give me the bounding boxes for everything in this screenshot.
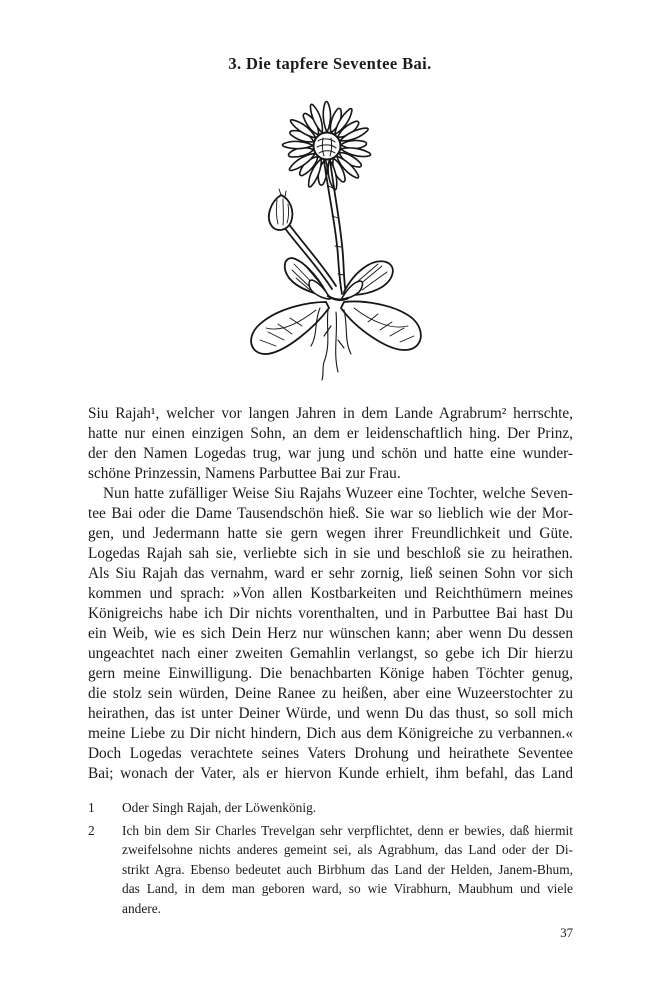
footnote-line: strikt Agra. Ebenso bedeutet auch Birbhum das Land der Helden, Janem-Bhum, — [122, 861, 573, 877]
text-line: der den Namen Logedas trug, war jung und schön und hatte eine wunder- — [88, 445, 573, 462]
text-line: meine Liebe zu Dir nicht hindern, Dich aus dem Königreiche zu verbannen.« — [88, 725, 573, 742]
text-line: ein Weib, wie es sich Dein Herz nur wünschen kann; aber wenn Du dessen — [88, 625, 573, 642]
body-text — [88, 404, 573, 784]
text-line: Doch Logedas verachtete seines Vaters Drohung und heirathete Seventee — [88, 745, 573, 762]
footnote-text — [122, 798, 573, 818]
paragraph-2 — [88, 484, 573, 784]
footnote-2 — [88, 821, 573, 919]
footnote-line: das Land, in dem man geboren ward, so wie Virabhurn, Maubhum und viele — [122, 881, 573, 896]
footnote-number: 2 — [88, 822, 95, 838]
footnote-line: zweifelsohne nichts anderes gemeint sei, als Agrabhum, das Land oder der Di- — [122, 842, 573, 857]
text-line: Siu Rajah¹, welcher vor langen Jahren in dem Lande Agrabrum² herrschte, — [88, 405, 573, 422]
footnote-line: Oder Singh Rajah, der Löwenkönig. — [122, 800, 317, 815]
text-line: hatte nur einen einzigen Sohn, an dem er leidenschaftlich hing. Der Prinz, — [88, 425, 573, 442]
text-line: Nun hatte zufälliger Weise Siu Rajahs Wuzeer eine Tochter, welche Seven- — [103, 485, 573, 502]
daisy-illustration — [0, 96, 660, 388]
text-line: tee Bai oder die Dame Tausendschön hieß. Sie war so lieblich wie der Mor- — [88, 505, 573, 522]
footnote-line: Ich bin dem Sir Charles Trevelgan sehr verpflichtet, denn er bewies, daß hiermit — [122, 822, 573, 838]
text-line: Königreichs habe ich Dir nichts vorenthalten, und in Parbuttee Bai hast Du — [88, 605, 573, 622]
page-number: 37 — [560, 926, 573, 940]
text-line: gern meine Einwilligung. Die benachbarten Könige haben Töchter genug, — [88, 665, 573, 682]
footnotes-section — [88, 798, 573, 921]
text-line: schöne Prinzessin, Namens Parbuttee Bai zur Frau. — [88, 465, 401, 482]
text-line: Als Siu Rajah das vernahm, ward er sehr zornig, ließ seinen Sohn vor sich — [88, 565, 573, 582]
footnote-1 — [88, 798, 573, 818]
text-line: Bai; wonach der Vater, als er hiervon Kunde erhielt, ihm befahl, das Land — [88, 765, 573, 782]
text-line: heirathen, das ist unter Deiner Würde, und wenn Du das thust, so soll mich — [88, 705, 573, 722]
footnote-number: 1 — [88, 800, 95, 815]
text-line: ungeachtet nach einer zweiten Gemahlin verlangst, so gebe ich Dir hierzu — [88, 645, 573, 662]
footnote-text — [122, 821, 573, 919]
text-line: gen, und Jedermann hatte sie gern wegen ihrer Freundlichkeit und Güte. — [88, 525, 573, 542]
page-title: 3. Die tapfere Seventee Bai. — [228, 54, 432, 73]
daisy-woodcut-svg — [232, 96, 447, 388]
paragraph-1 — [88, 404, 573, 484]
footnote-line: andere. — [122, 900, 162, 916]
text-line: Logedas Rajah sah sie, verliebte sich in sie und beschloß sie zu heirathen. — [88, 545, 573, 562]
text-line: kommen und sprach: »Von allen Kostbarkeiten und Reichthümern meines — [88, 585, 573, 602]
text-line: die stolz sein würden, Deine Ranee zu heißen, aber eine Wuzeerstochter zu — [88, 685, 573, 702]
